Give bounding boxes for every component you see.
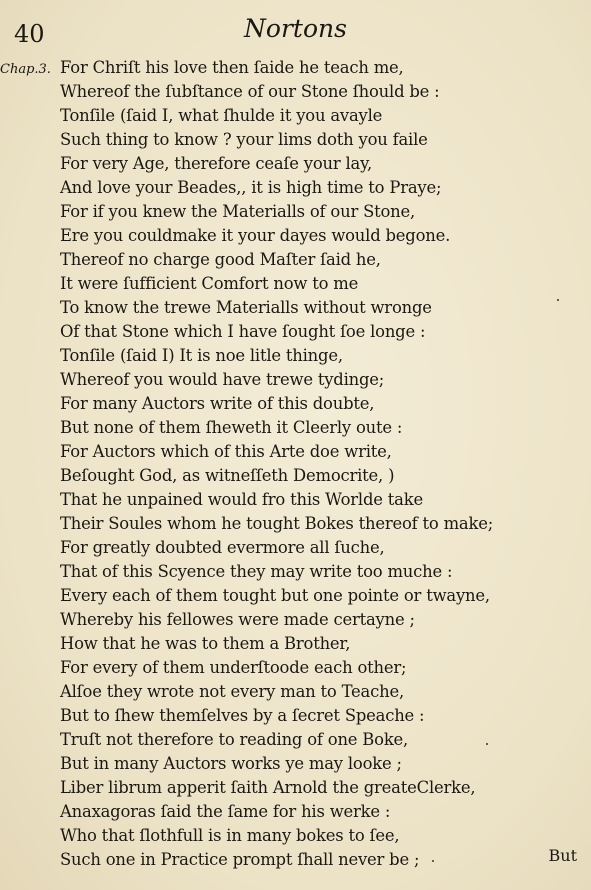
verse-line: Anaxagoras ſaid the ſame for his werke :: [60, 802, 391, 821]
verse-line: To know the trewe Materialls without wronge: [60, 298, 432, 317]
page-number: 40: [14, 20, 45, 48]
verse-line: Whereof the ſubſtance of our Stone ſhould be :: [60, 82, 440, 101]
verse-line: How that he was to them a Brother,: [60, 634, 351, 653]
verse-line: Their Soules whom he tought Bokes thereof to make;: [60, 514, 494, 533]
verse-line: For Auctors which of this Arte doe write,: [60, 442, 392, 461]
ink-speck: [486, 743, 488, 745]
verse-line: Tonſile (ſaid I, what ſhulde it you avayle: [60, 106, 383, 125]
chapter-margin-note: Chap.3.: [0, 62, 51, 77]
verse-line: For greatly doubted evermore all ſuche,: [60, 538, 385, 557]
ink-speck: [432, 860, 434, 862]
verse-line: That of this Scyence they may write too muche :: [60, 562, 453, 581]
verse-line: Such thing to know ? your lims doth you faile: [60, 130, 428, 149]
verse-line: Liber librum apperit ſaith Arnold the greateClerke,: [60, 778, 476, 797]
verse-line: But none of them ſheweth it Cleerly oute :: [60, 418, 403, 437]
catchword: But: [548, 846, 577, 865]
verse-line: Whereof you would have trewe tydinge;: [60, 370, 385, 389]
verse-line: But to ſhew themſelves by a ſecret Speache :: [60, 706, 425, 725]
ink-speck: [557, 299, 559, 301]
verse-line: Every each of them tought but one pointe or twayne,: [60, 586, 490, 605]
verse-line: For every of them underſtoode each other;: [60, 658, 407, 677]
verse-line: For Chriſt his love then ſaide he teach me,: [60, 58, 404, 77]
verse-line: And love your Beades,, it is high time to Praye;: [60, 178, 442, 197]
verse-line: It were ſufficient Comfort now to me: [60, 274, 359, 293]
verse-line: For very Age, therefore ceaſe your lay,: [60, 154, 373, 173]
verse-line: But in many Auctors works ye may looke ;: [60, 754, 402, 773]
verse-line: Truſt not therefore to reading of one Boke,: [60, 730, 409, 749]
verse-line: Of that Stone which I have ſought ſoe longe :: [60, 322, 426, 341]
verse-line: Beſought God, as witneſſeth Democrite, ): [60, 466, 395, 485]
verse-block: [60, 56, 580, 872]
verse-line: Whereby his fellowes were made certayne ;: [60, 610, 415, 629]
running-title: Nortons: [244, 14, 347, 43]
verse-line: Alſoe they wrote not every man to Teache,: [60, 682, 404, 701]
verse-line: For if you knew the Materialls of our Stone,: [60, 202, 416, 221]
verse-line: Ere you couldmake it your dayes would begone.: [60, 226, 451, 245]
verse-line: Tonſile (ſaid I) It is noe litle thinge,: [60, 346, 343, 365]
verse-line: For many Auctors write of this doubte,: [60, 394, 375, 413]
verse-line: Such one in Practice prompt ſhall never be ;: [60, 850, 420, 869]
verse-line: Who that ſlothfull is in many bokes to ſee,: [60, 826, 400, 845]
verse-line: That he unpained would fro this Worlde take: [60, 490, 423, 509]
verse-line: Thereof no charge good Maſter ſaid he,: [60, 250, 381, 269]
